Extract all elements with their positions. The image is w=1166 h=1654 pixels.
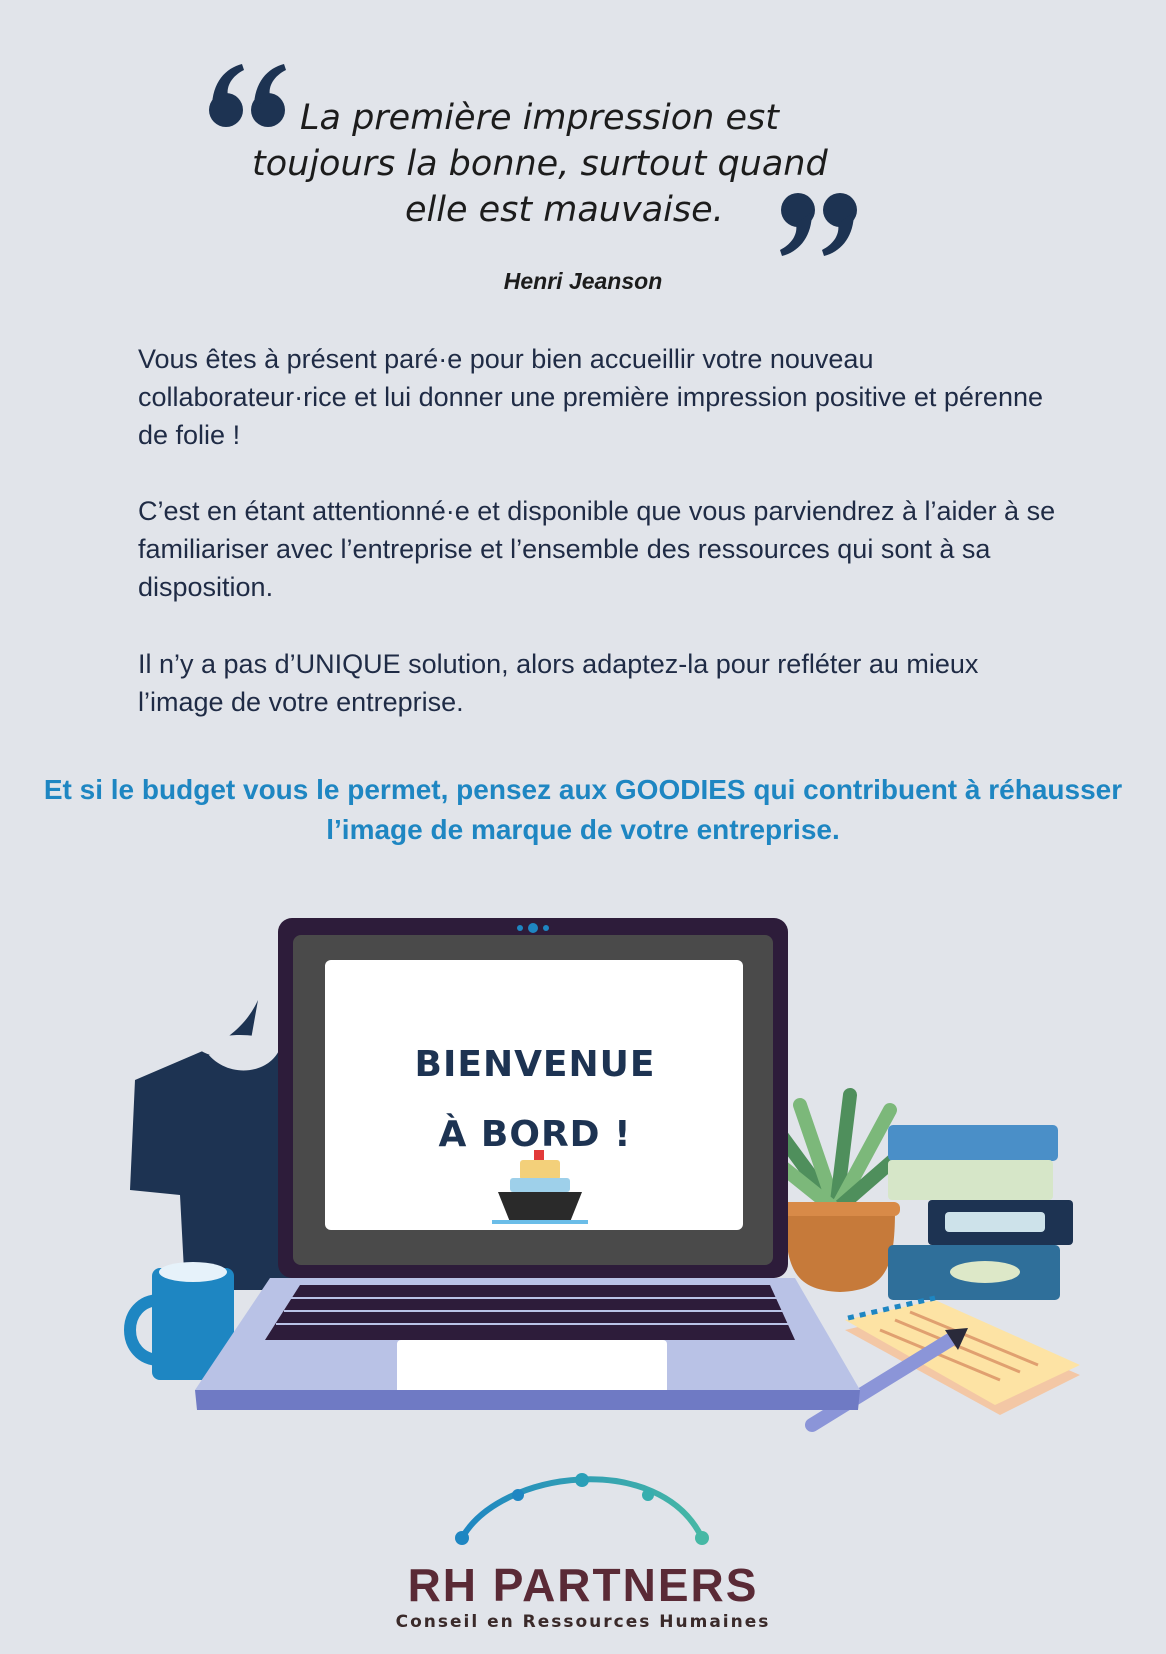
welcome-screen-text	[325, 1030, 745, 1170]
welcome-line-2: À BORD !	[438, 1114, 632, 1155]
open-quote-icon	[208, 62, 288, 132]
desk-illustration	[0, 900, 1166, 1460]
quote-line-1: La première impression est	[300, 98, 779, 138]
quote-author: Henri Jeanson	[503, 268, 663, 294]
tshirt-icon	[130, 1000, 300, 1290]
plant-icon	[770, 1095, 905, 1292]
paragraph-2: C’est en étant attentionné·e et disponible que vous parviendrez à l’aider à se familiariser avec l’entreprise et l’ensemble des ressources qui sont à sa disposition.	[138, 496, 1056, 602]
goodies-highlight: Et si le budget vous le permet, pensez aux GOODIES qui contribuent à réhausser l’image de marque de votre entreprise.	[43, 774, 1123, 845]
quote-line-2: toujours la bonne, surtout quand	[252, 144, 828, 184]
notepad-icon	[845, 1298, 1080, 1415]
close-quote-icon	[780, 190, 860, 260]
welcome-line-1: BIENVENUE	[414, 1044, 656, 1085]
logo-name: RH PARTNERS	[407, 1559, 759, 1611]
paragraph-1: Vous êtes à présent paré·e pour bien accueillir votre nouveau collaborateur·rice et lui donner une première impression positive et pérenne de folie !	[138, 344, 1043, 450]
logo-tagline: Conseil en Ressources Humaines	[395, 1612, 771, 1632]
quote-line-3: elle est mauvaise.	[405, 190, 724, 230]
books-icon	[888, 1125, 1073, 1300]
paragraph-3: Il n’y a pas d’UNIQUE solution, alors adaptez-la pour refléter au mieux l’image de votre entreprise.	[138, 649, 979, 717]
logo-arc-icon	[0, 1460, 1166, 1560]
